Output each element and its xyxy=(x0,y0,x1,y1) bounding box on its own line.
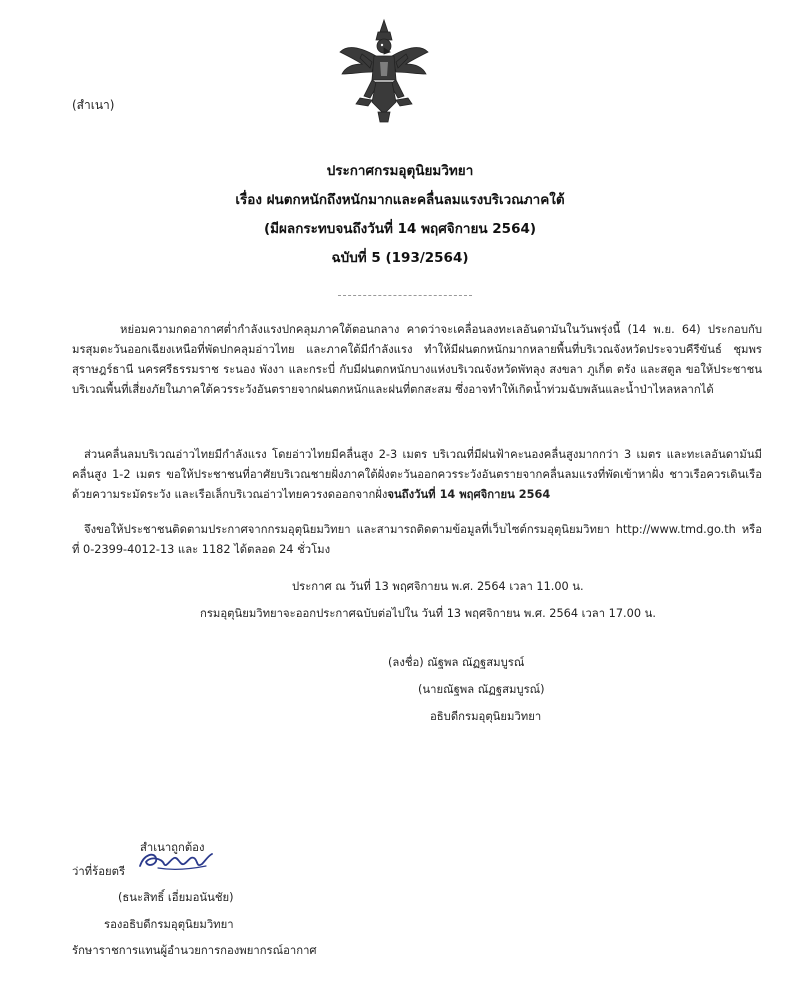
certifier-rank: ว่าที่ร้อยตรี xyxy=(72,865,126,878)
signer-name: (นายณัฐพล ณัฏฐสมบูรณ์) xyxy=(418,683,545,696)
copy-mark: (สำเนา) xyxy=(72,98,115,112)
signature-line: (ลงชื่อ) ณัฐพล ณัฏฐสมบูรณ์ xyxy=(388,656,525,669)
paragraph-2-text: ส่วนคลื่นลมบริเวณอ่าวไทยมีกำลังแรง โดยอ่าวไทยมีคลื่นสูง 2-3 เมตร บริเวณที่มีฝนฟ้าคะนองคลื่นสูงมากกว่า 3 เมตร และทะเลอันดามันมีคลื่นสูง 1-2 เมตร ขอให้ประชาชนที่อาศัยบริเวณชายฝั่งภาคใต้ฝั่งตะวันออกควรระวังอันตรายจากคลื่นลมแรงที่พัดเข้าหาฝั่ง ชาวเรือควรเดินเรือด้วยความระมัดระวัง และเรือเล็กบริเวณอ่าวไทยควรงดออกจากฝั่ง xyxy=(72,448,762,501)
document-subject: เรื่อง ฝนตกหนักถึงหนักมากและคลื่นลมแรงบริเวณภาคใต้ xyxy=(235,192,565,208)
certifier-name: (ธนะสิทธิ์ เอี่ยมอนันชัย) xyxy=(118,891,234,904)
body-paragraph-2 xyxy=(72,445,762,505)
document-title: ประกาศกรมอุตุนิยมวิทยา xyxy=(326,163,474,179)
title-divider xyxy=(338,295,472,296)
certifier-position: รองอธิบดีกรมอุตุนิยมวิทยา xyxy=(104,918,234,931)
signer-title: อธิบดีกรมอุตุนิยมวิทยา xyxy=(430,710,542,723)
issue-number: ฉบับที่ 5 (193/2564) xyxy=(331,250,469,266)
body-paragraph-3: จึงขอให้ประชาชนติดตามประกาศจากกรมอุตุนิยมวิทยา และสามารถติดตามข้อมูลที่เว็บไซต์กรมอุตุนิยมวิทยา http://www.tmd.go.th หรือที่ 0-2399-4012-13 และ 1182 ได้ตลอด 24 ชั่วโมง xyxy=(72,523,762,556)
garuda-emblem-icon xyxy=(338,18,430,124)
certifier-acting-role: รักษาราชการแทนผู้อำนวยการกองพยากรณ์อากาศ xyxy=(72,944,317,957)
body-paragraph-1: หย่อมความกดอากาศต่ำกำลังแรงปกคลุมภาคใต้ตอนกลาง คาดว่าจะเคลื่อนลงทะเลอันดามันในวันพรุ่งนี้ (14 พ.ย. 64) ประกอบกับมรสุมตะวันออกเฉียงเหนือที่พัดปกคลุมอ่าวไทย และภาคใต้มีกำลังแรง ทำให้มีฝนตกหนักมากหลายพื้นที่บริเวณจังหวัดประจวบคีรีขันธ์ ชุมพร สุราษฎร์ธานี นครศรีธรรมราช ระนอง พังงา และกระบี่ กับมีฝนตกหนักบางแห่งบริเวณจังหวัดพัทลุง สงขลา ภูเก็ต ตรัง และสตูล ขอให้ประชาชนบริเวณพื้นที่เสี่ยงภัยในภาคใต้ควรระวังอันตรายจากฝนตกหนักและฝนที่ตกสะสม ซึ่งอาจทำให้เกิดน้ำท่วมฉับพลันและน้ำป่าไหลหลากได้ xyxy=(72,323,762,396)
paragraph-2-bold: จนถึงวันที่ 14 พฤศจิกายน 2564 xyxy=(387,488,551,501)
issued-date: ประกาศ ณ วันที่ 13 พฤศจิกายน พ.ศ. 2564 เวลา 11.00 น. xyxy=(292,580,584,593)
next-issue-note: กรมอุตุนิยมวิทยาจะออกประกาศฉบับต่อไปใน วันที่ 13 พฤศจิกายน พ.ศ. 2564 เวลา 17.00 น. xyxy=(200,607,656,620)
effective-date: (มีผลกระทบจนถึงวันที่ 14 พฤศจิกายน 2564) xyxy=(263,221,537,237)
certified-copy-label: สำเนาถูกต้อง xyxy=(140,841,205,854)
handwritten-signature-icon xyxy=(136,848,214,874)
